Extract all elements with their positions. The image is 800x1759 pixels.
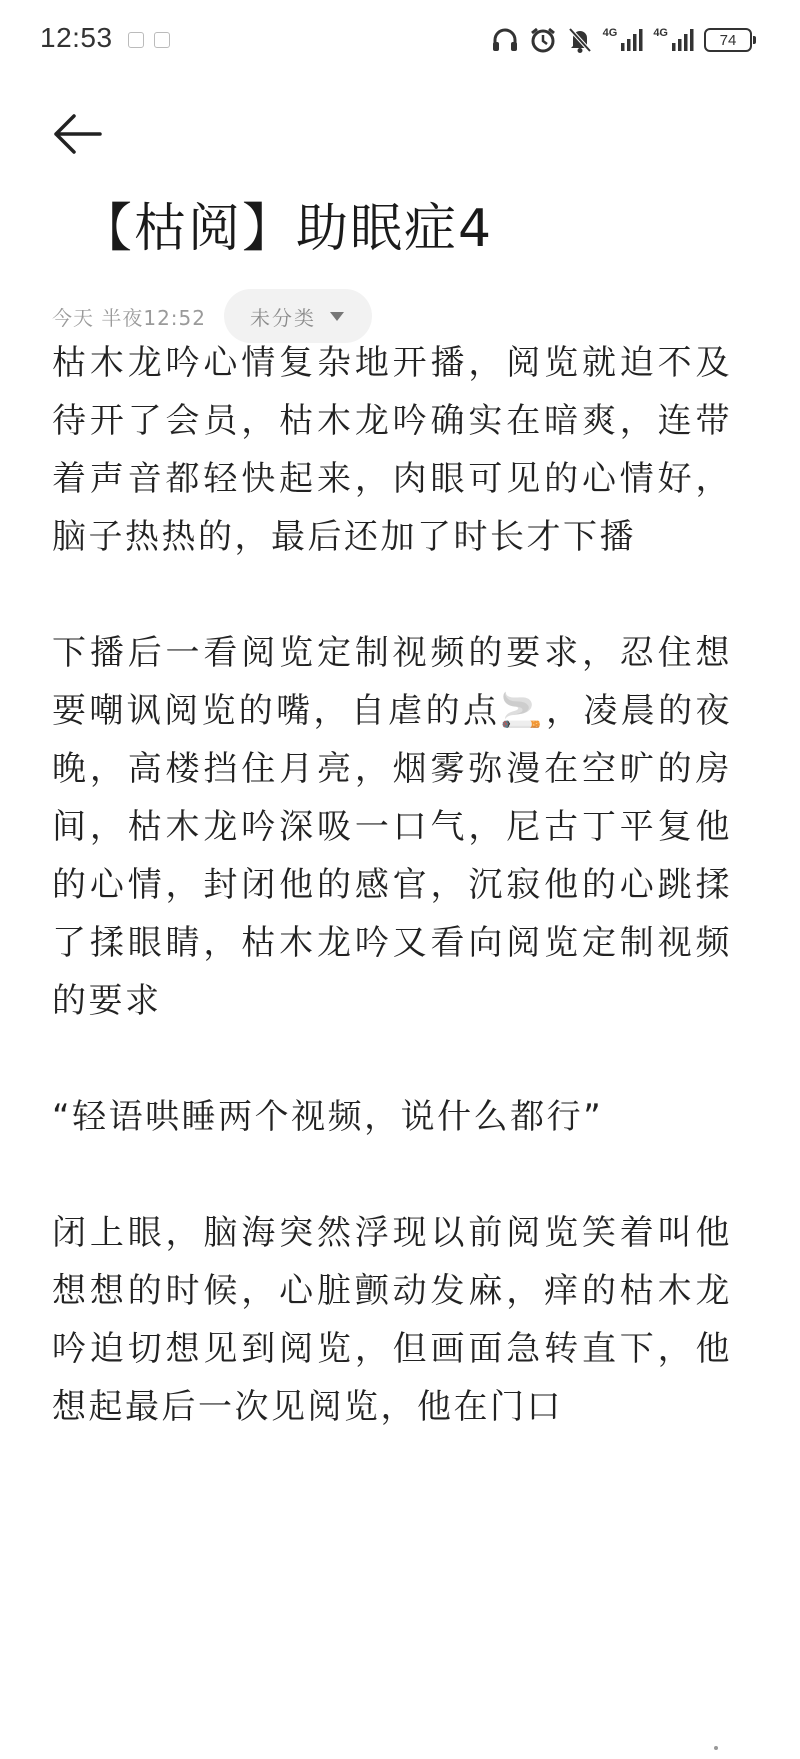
status-icons <box>491 24 752 56</box>
network-type-2: 4G <box>653 27 668 39</box>
note-body[interactable] <box>52 334 732 1436</box>
status-time: 12:53 <box>40 22 113 53</box>
paragraph-gap <box>52 1146 732 1204</box>
headphones-icon <box>491 27 519 53</box>
note-paragraph: 枯木龙吟心情复杂地开播，阅览就迫不及待开了会员，枯木龙吟确实在暗爽，连带着声音都轻快起来，肉眼可见的心情好，脑子热热的，最后还加了时长才下播 <box>52 343 732 557</box>
category-label: 未分类 <box>250 305 316 330</box>
notification-icon <box>128 32 144 48</box>
signal-icon <box>672 29 694 51</box>
note-paragraph: 下播后一看阅览定制视频的要求，忍住想要嘲讽阅览的嘴，自虐的点🚬，凌晨的夜晚，高楼挡住月亮，烟雾弥漫在空旷的房间，枯木龙吟深吸一口气，尼古丁平复他的心情，封闭他的感官，沉寂他的心跳揉了揉眼睛，枯木龙吟又看向阅览定制视频的要求 <box>52 633 732 1021</box>
scroll-indicator <box>714 1746 718 1750</box>
notification-icon <box>154 32 170 48</box>
battery-icon <box>704 28 752 52</box>
note-paragraph: 闭上眼，脑海突然浮现以前阅览笑着叫他想想的时候，心脏颤动发麻，痒的枯木龙吟迫切想见到阅览，但画面急转直下，他想起最后一次见阅览，他在门口 <box>52 1213 732 1427</box>
alarm-icon <box>529 26 557 54</box>
signal-icon <box>621 29 643 51</box>
note-timestamp: 今天 半夜12:52 <box>52 305 206 330</box>
status-bar <box>0 0 800 80</box>
mute-icon <box>567 26 593 54</box>
chevron-down-icon <box>330 312 344 321</box>
battery-level: 74 <box>719 31 737 49</box>
arrow-left-icon <box>52 112 104 156</box>
note-paragraph: “轻语哄睡两个视频，说什么都行” <box>52 1097 604 1137</box>
back-button[interactable] <box>52 112 104 156</box>
paragraph-gap <box>52 1030 732 1088</box>
network-type-1: 4G <box>602 27 618 39</box>
note-title[interactable]: 【枯阅】助眠症4 <box>80 199 494 259</box>
paragraph-gap <box>52 566 732 624</box>
